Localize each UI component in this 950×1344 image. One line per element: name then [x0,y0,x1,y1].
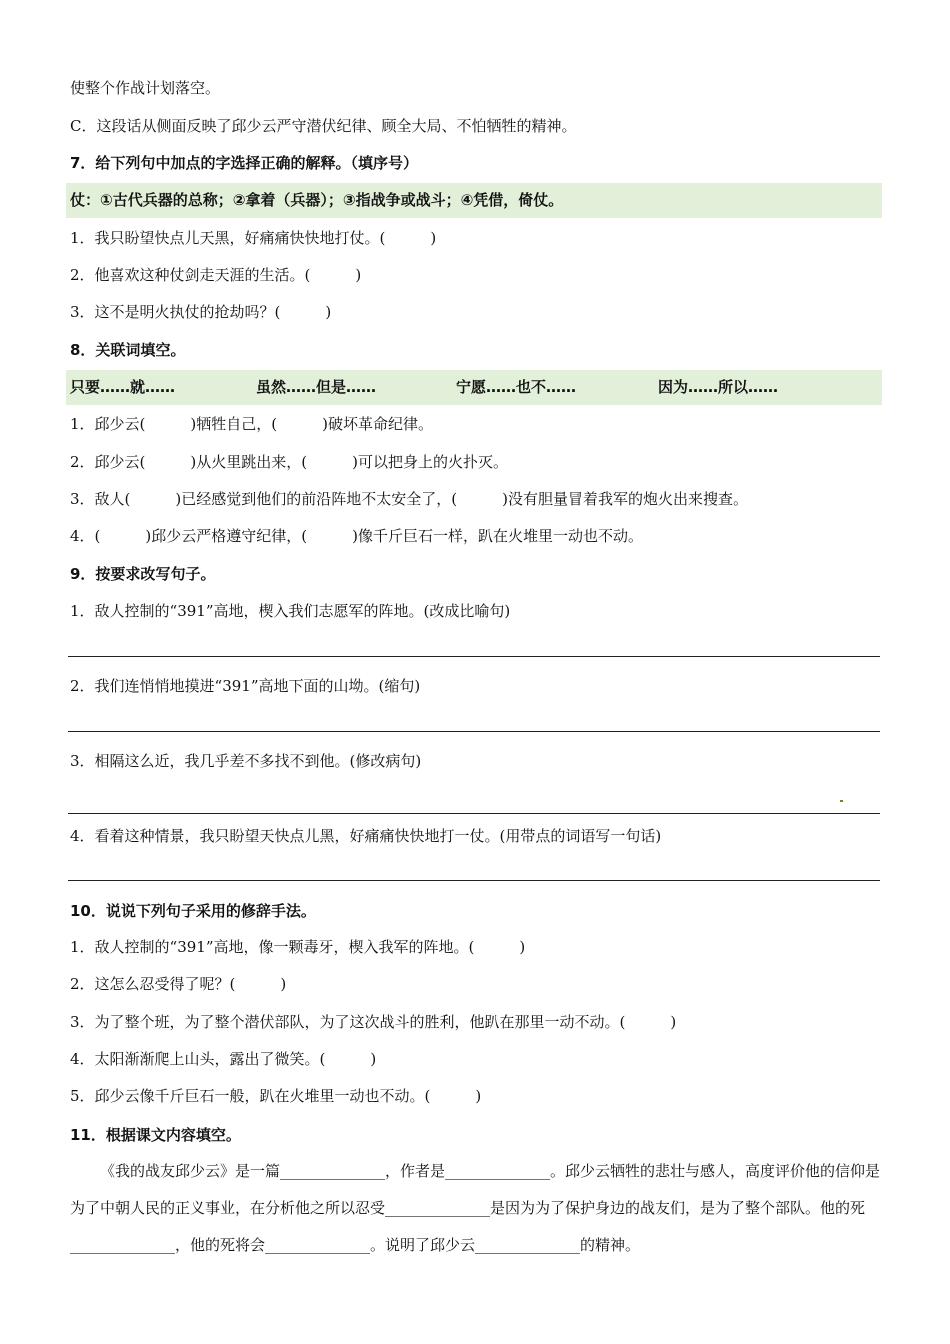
q11-text-5: ，他的死将会 [175,1236,266,1254]
fill-blank-2[interactable]: ______________ [445,1162,551,1180]
answer-line-3[interactable] [68,813,880,814]
q8-item-1: 1．邱少云( )牺牲自己，( )破坏革命纪律。 [70,415,433,433]
q9-item-3: 3．相隔这么近，我几乎差不多找不到他。(修改病句) [70,752,422,770]
answer-line-2[interactable] [68,731,880,732]
q9-item-2: 2．我们连悄悄地摸进“391”高地下面的山坳。(缩句) [70,677,421,695]
q8-item-3: 3．敌人( )已经感觉到他们的前沿阵地不太安全了，( )没有胆量冒着我军的炮火出来搜查。 [70,490,748,508]
q7-item-3: 3．这不是明火执仗的抢劫吗？( ) [70,303,332,321]
q7-definitions: 仗：①古代兵器的总称；②拿着（兵器）；③指战争或战斗；④凭借，倚仗。 [70,191,564,209]
question-7-title: 7．给下列句中加点的字选择正确的解释。（填序号） [70,154,418,172]
q10-item-4: 4．太阳渐渐爬上山头，露出了微笑。( ) [70,1050,377,1068]
q8-option-2: 虽然……但是…… [256,378,377,396]
text-line: 使整个作战计划落空。 [70,79,221,97]
fill-blank-6[interactable]: ______________ [475,1236,581,1254]
q11-text-1: 《我的战友邱少云》是一篇 [100,1162,281,1180]
q9-item-4: 4．看着这种情景，我只盼望天快点儿黑，好痛痛快快地打一仗。(用带点的词语写一句话) [70,827,662,845]
q8-option-3: 宁愿……也不…… [456,378,577,396]
fill-blank-4[interactable]: ______________ [70,1236,175,1254]
option-c: C．这段话从侧面反映了邱少云严守潜伏纪律、顾全大局、不怕牺牲的精神。 [70,117,577,135]
q11-text-6: 。说明了邱少云 [370,1236,476,1254]
q10-item-5: 5．邱少云像千斤巨石一般，趴在火堆里一动也不动。( ) [70,1087,482,1105]
q11-text-7: 的精神。 [580,1236,641,1254]
q8-item-2: 2．邱少云( )从火里跳出来，( )可以把身上的火扑灭。 [70,453,508,471]
question-10-title: 10．说说下列句子采用的修辞手法。 [70,902,316,920]
q11-text-2: ，作者是 [385,1162,446,1180]
q10-item-3: 3．为了整个班，为了整个潜伏部队，为了这次战斗的胜利，他趴在那里一动不动。( ) [70,1013,677,1031]
q7-item-1: 1．我只盼望快点儿天黑，好痛痛快快地打仗。( ) [70,229,437,247]
q11-text-3: 。邱少云牺牲的悲壮与感人，高度评价他的信仰是为了中朝人民的正义事业，在分析他之所以忍受 [70,1162,881,1217]
q11-paragraph [70,1153,882,1264]
answer-line-1[interactable] [68,656,880,657]
stray-mark [840,800,843,802]
q7-item-2: 2．他喜欢这种仗剑走天涯的生活。( ) [70,266,362,284]
q8-item-4: 4．( )邱少云严格遵守纪律，( )像千斤巨石一样，趴在火堆里一动也不动。 [70,527,643,545]
q8-option-1: 只要……就…… [70,378,176,396]
q10-item-1: 1．敌人控制的“391”高地，像一颗毒牙，楔入我军的阵地。( ) [70,938,526,956]
q11-text-4: 是因为为了保护身边的战友们，是为了整个部队。他的死 [490,1199,866,1217]
question-8-title: 8．关联词填空。 [70,341,186,359]
fill-blank-3[interactable]: ______________ [385,1199,491,1217]
q9-item-1: 1．敌人控制的“391”高地，楔入我们志愿军的阵地。(改成比喻句) [70,602,511,620]
q8-option-4: 因为……所以…… [658,378,779,396]
fill-blank-1[interactable]: ______________ [280,1162,386,1180]
question-9-title: 9．按要求改写句子。 [70,565,216,583]
question-11-title: 11．根据课文内容填空。 [70,1126,241,1144]
answer-line-4[interactable] [68,880,880,881]
fill-blank-5[interactable]: ______________ [265,1236,371,1254]
q10-item-2: 2．这怎么忍受得了呢？( ) [70,975,287,993]
